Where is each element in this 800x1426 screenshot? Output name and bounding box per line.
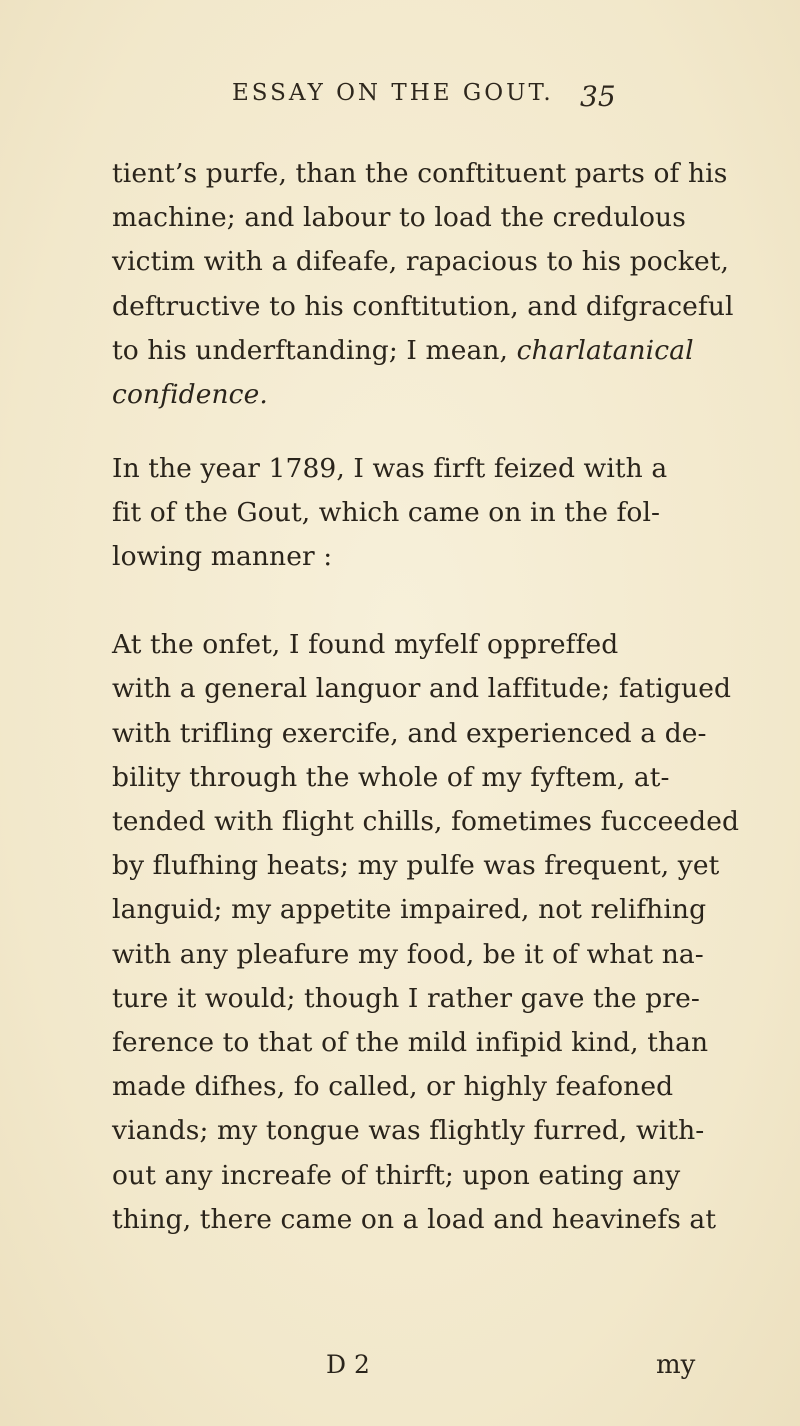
text-line-10: At the onfet, I found myfelf oppreffed — [112, 629, 619, 660]
page-number: 35 — [580, 80, 616, 113]
text-line-3: victim with a difeafe, rapacious to his pocket, — [112, 246, 730, 277]
text-line-19: ference to that of the mild infipid kind, than — [112, 1027, 709, 1058]
text-line-12: with trifling exercife, and experienced a de- — [112, 718, 707, 749]
text-line-17: with any pleafure my food, be it of what na- — [112, 939, 704, 970]
italic-charlatanical: charlatanical — [516, 335, 694, 366]
text-line-9: lowing manner : — [112, 541, 333, 572]
catchword: my — [656, 1350, 696, 1380]
text-line-18: ture it would; though I rather gave the pre- — [112, 983, 700, 1014]
text-line-16: languid; my appetite impaired, not relifhing — [112, 894, 707, 925]
text-line-7: In the year 1789, I was firft feized with a — [112, 453, 668, 484]
text-line-5-prefix: to his underftanding; I mean, — [112, 335, 517, 366]
text-line-22: out any increafe of thirft; upon eating any — [112, 1160, 681, 1191]
text-line-8: fit of the Gout, which came on in the fol- — [112, 497, 661, 528]
text-line-5 — [112, 335, 694, 366]
text-line-21: viands; my tongue was flightly furred, with- — [112, 1115, 705, 1146]
text-line-1: tient’s purfe, than the conftituent parts of his — [112, 158, 728, 189]
text-line-23: thing, there came on a load and heavinefs at — [112, 1204, 717, 1235]
text-line-13: bility through the whole of my fyftem, at- — [112, 762, 670, 793]
signature-mark: D 2 — [326, 1350, 370, 1379]
text-line-15: by flufhing heats; my pulfe was frequent, yet — [112, 850, 720, 881]
running-head — [232, 80, 632, 120]
text-line-2: machine; and labour to load the credulous — [112, 202, 686, 233]
text-line-4: deftructive to his conftitution, and difgraceful — [112, 291, 734, 322]
text-line-20: made difhes, fo called, or highly feafoned — [112, 1071, 674, 1102]
running-title: ESSAY ON THE GOUT. — [232, 80, 554, 106]
text-line-11: with a general languor and laffitude; fatigued — [112, 673, 732, 704]
text-line-14: tended with flight chills, fometimes fucceeded — [112, 806, 740, 837]
text-line-6: confidence. — [112, 379, 268, 410]
